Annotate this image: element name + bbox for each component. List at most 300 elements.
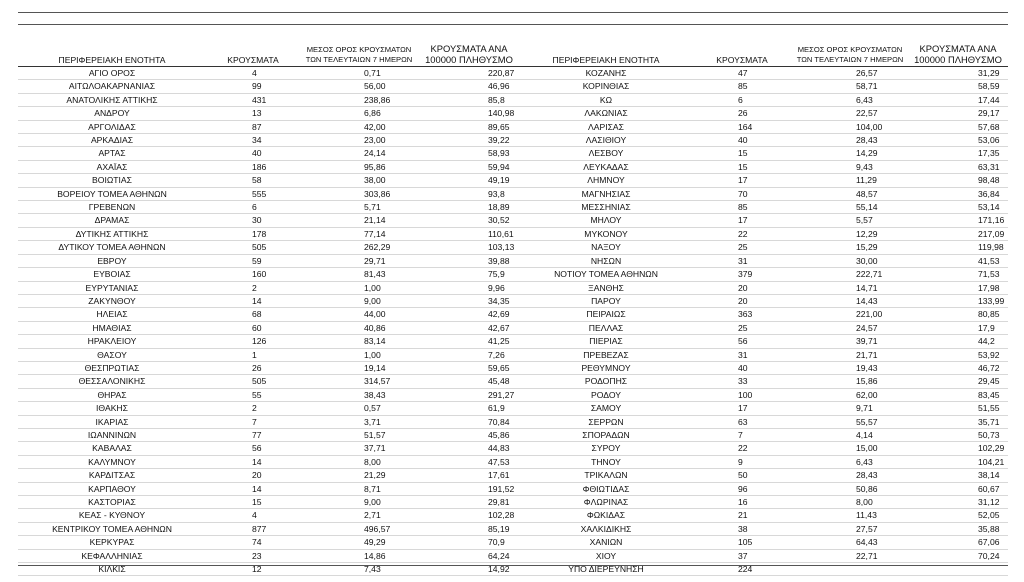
- cell-region-left: ΙΩΑΝΝΙΝΩΝ: [18, 428, 206, 441]
- table-row: [18, 335, 1008, 348]
- cell-per100k-right: 60,67: [908, 482, 1008, 495]
- cell-avg7-left: 83,14: [300, 335, 418, 348]
- cell-region-left: ΚΑΛΥΜΝΟΥ: [18, 455, 206, 468]
- cell-region-right: ΛΗΜΝΟΥ: [520, 174, 692, 187]
- cell-cases-right: 17: [692, 402, 792, 415]
- top-rule-second: [18, 24, 1008, 25]
- table-row: [18, 482, 1008, 495]
- cell-region-left: ΗΛΕΙΑΣ: [18, 308, 206, 321]
- cell-per100k-right: 17,9: [908, 321, 1008, 334]
- cell-cases-left: 7: [206, 415, 300, 428]
- cell-avg7-left: 314,57: [300, 375, 418, 388]
- cell-per100k-right: 50,73: [908, 428, 1008, 441]
- cell-region-left: ΘΗΡΑΣ: [18, 388, 206, 401]
- header-cases-right: ΚΡΟΥΣΜΑΤΑ: [692, 44, 792, 67]
- header-avg7-left: ΜΕΣΟΣ ΟΡΟΣ ΚΡΟΥΣΜΑΤΩΝ ΤΩΝ ΤΕΛΕΥΤΑΙΩΝ 7 ΗΜΕΡΩΝ: [300, 44, 418, 67]
- cell-cases-right: 31: [692, 254, 792, 267]
- cell-region-right: ΚΟΡΙΝΘΙΑΣ: [520, 80, 692, 93]
- cell-cases-right: 26: [692, 107, 792, 120]
- cell-avg7-left: 37,71: [300, 442, 418, 455]
- cell-per100k-right: 17,35: [908, 147, 1008, 160]
- cell-cases-right: 9: [692, 455, 792, 468]
- table-row: [18, 522, 1008, 535]
- cell-per100k-right: 104,21: [908, 455, 1008, 468]
- header-region-left: ΠΕΡΙΦΕΡΕΙΑΚΗ ΕΝΟΤΗΤΑ: [18, 44, 206, 67]
- cell-region-right: ΜΗΛΟΥ: [520, 214, 692, 227]
- cell-avg7-left: 95,86: [300, 160, 418, 173]
- cell-region-right: ΠΕΛΛΑΣ: [520, 321, 692, 334]
- cell-per100k-right: 53,92: [908, 348, 1008, 361]
- cell-avg7-right: 21,71: [792, 348, 908, 361]
- cell-region-right: ΝΟΤΙΟΥ ΤΟΜΕΑ ΑΘΗΝΩΝ: [520, 268, 692, 281]
- cell-avg7-left: 24,14: [300, 147, 418, 160]
- cell-cases-left: 55: [206, 388, 300, 401]
- cell-avg7-right: 12,29: [792, 227, 908, 240]
- table-row: [18, 455, 1008, 468]
- cell-avg7-left: 1,00: [300, 281, 418, 294]
- cell-cases-left: 13: [206, 107, 300, 120]
- cell-per100k-right: 46,72: [908, 361, 1008, 374]
- cell-avg7-right: 9,71: [792, 402, 908, 415]
- cell-per100k-left: 7,26: [418, 348, 520, 361]
- cell-avg7-right: 15,86: [792, 375, 908, 388]
- cell-per100k-left: 41,25: [418, 335, 520, 348]
- cell-region-left: ΔΥΤΙΚΟΥ ΤΟΜΕΑ ΑΘΗΝΩΝ: [18, 241, 206, 254]
- cell-per100k-right: 70,24: [908, 549, 1008, 562]
- cell-region-right: ΣΥΡΟΥ: [520, 442, 692, 455]
- cell-avg7-left: 49,29: [300, 536, 418, 549]
- cell-avg7-left: 8,71: [300, 482, 418, 495]
- cell-per100k-right: 63,31: [908, 160, 1008, 173]
- cell-region-right: ΝΑΞΟΥ: [520, 241, 692, 254]
- cell-avg7-right: 58,71: [792, 80, 908, 93]
- cell-region-left: ΕΒΡΟΥ: [18, 254, 206, 267]
- cell-cases-right: 56: [692, 335, 792, 348]
- cell-per100k-right: 71,53: [908, 268, 1008, 281]
- cell-region-left: ΚΙΛΚΙΣ: [18, 563, 206, 576]
- cell-per100k-left: 47,53: [418, 455, 520, 468]
- cell-cases-left: 68: [206, 308, 300, 321]
- table-row: [18, 509, 1008, 522]
- cell-region-left: ΔΡΑΜΑΣ: [18, 214, 206, 227]
- cell-avg7-right: 48,57: [792, 187, 908, 200]
- cell-cases-left: 23: [206, 549, 300, 562]
- cell-cases-left: 431: [206, 93, 300, 106]
- cell-per100k-left: 9,96: [418, 281, 520, 294]
- cell-cases-left: 58: [206, 174, 300, 187]
- cell-per100k-left: 14,92: [418, 563, 520, 576]
- cell-avg7-right: 22,71: [792, 549, 908, 562]
- header-region-right: ΠΕΡΙΦΕΡΕΙΑΚΗ ΕΝΟΤΗΤΑ: [520, 44, 692, 67]
- cell-avg7-left: 44,00: [300, 308, 418, 321]
- cell-per100k-right: 80,85: [908, 308, 1008, 321]
- cell-cases-right: 7: [692, 428, 792, 441]
- cell-per100k-right: 35,71: [908, 415, 1008, 428]
- cell-cases-left: 15: [206, 496, 300, 509]
- cell-region-right: ΤΗΝΟΥ: [520, 455, 692, 468]
- cell-avg7-right: 15,00: [792, 442, 908, 455]
- cell-cases-left: 87: [206, 120, 300, 133]
- cell-avg7-left: 6,86: [300, 107, 418, 120]
- cell-region-right: ΜΥΚΟΝΟΥ: [520, 227, 692, 240]
- table-row: [18, 147, 1008, 160]
- cell-per100k-left: 93,8: [418, 187, 520, 200]
- cell-avg7-right: 55,14: [792, 201, 908, 214]
- cell-avg7-right: 62,00: [792, 388, 908, 401]
- cell-per100k-left: 45,86: [418, 428, 520, 441]
- cell-cases-right: 105: [692, 536, 792, 549]
- cell-avg7-right: 14,71: [792, 281, 908, 294]
- cell-region-left: ΓΡΕΒΕΝΩΝ: [18, 201, 206, 214]
- cell-avg7-right: 4,14: [792, 428, 908, 441]
- cell-cases-left: 555: [206, 187, 300, 200]
- cell-region-left: ΒΟΙΩΤΙΑΣ: [18, 174, 206, 187]
- cell-avg7-left: 8,00: [300, 455, 418, 468]
- cell-per100k-right: 36,84: [908, 187, 1008, 200]
- cell-avg7-left: 56,00: [300, 80, 418, 93]
- cell-cases-right: 22: [692, 227, 792, 240]
- table-row: [18, 281, 1008, 294]
- cell-region-left: ΚΑΣΤΟΡΙΑΣ: [18, 496, 206, 509]
- cell-cases-left: 4: [206, 67, 300, 80]
- cell-region-left: ΑΙΤΩΛΟΑΚΑΡΝΑΝΙΑΣ: [18, 80, 206, 93]
- cell-region-right: ΠΙΕΡΙΑΣ: [520, 335, 692, 348]
- cell-avg7-left: 1,00: [300, 348, 418, 361]
- cell-avg7-right: 5,57: [792, 214, 908, 227]
- cell-avg7-left: 7,43: [300, 563, 418, 576]
- cell-avg7-left: 81,43: [300, 268, 418, 281]
- cell-region-left: ΕΥΡΥΤΑΝΙΑΣ: [18, 281, 206, 294]
- cell-per100k-left: 191,52: [418, 482, 520, 495]
- cell-per100k-right: 29,45: [908, 375, 1008, 388]
- cell-avg7-left: 14,86: [300, 549, 418, 562]
- cell-per100k-left: 18,89: [418, 201, 520, 214]
- cell-cases-left: 56: [206, 442, 300, 455]
- cell-cases-right: 15: [692, 147, 792, 160]
- cell-cases-left: 20: [206, 469, 300, 482]
- cell-cases-left: 2: [206, 402, 300, 415]
- cell-per100k-left: 49,19: [418, 174, 520, 187]
- cell-cases-right: 16: [692, 496, 792, 509]
- table-row: [18, 201, 1008, 214]
- cell-avg7-left: 5,71: [300, 201, 418, 214]
- cell-per100k-right: 44,2: [908, 335, 1008, 348]
- cell-per100k-left: 46,96: [418, 80, 520, 93]
- table-row: [18, 80, 1008, 93]
- table-row: [18, 174, 1008, 187]
- table-row: [18, 415, 1008, 428]
- table-row: [18, 160, 1008, 173]
- cell-avg7-right: 22,57: [792, 107, 908, 120]
- cell-avg7-right: 28,43: [792, 134, 908, 147]
- cell-region-right: ΜΕΣΣΗΝΙΑΣ: [520, 201, 692, 214]
- cell-avg7-left: 21,14: [300, 214, 418, 227]
- cell-region-left: ΘΕΣΠΡΩΤΙΑΣ: [18, 361, 206, 374]
- cell-avg7-left: 2,71: [300, 509, 418, 522]
- cell-per100k-right: 41,53: [908, 254, 1008, 267]
- cell-cases-left: 34: [206, 134, 300, 147]
- cell-avg7-left: 29,71: [300, 254, 418, 267]
- cell-cases-right: 363: [692, 308, 792, 321]
- cell-cases-left: 12: [206, 563, 300, 576]
- table-row: [18, 214, 1008, 227]
- bottom-rule: [18, 565, 1008, 566]
- table-row: [18, 549, 1008, 562]
- cell-cases-right: 17: [692, 174, 792, 187]
- table-row: [18, 388, 1008, 401]
- cell-cases-left: 2: [206, 281, 300, 294]
- table-row: [18, 428, 1008, 441]
- cell-avg7-right: 14,29: [792, 147, 908, 160]
- cell-region-right: ΛΑΚΩΝΙΑΣ: [520, 107, 692, 120]
- cell-region-left: ΚΑΒΑΛΑΣ: [18, 442, 206, 455]
- cell-avg7-left: 21,29: [300, 469, 418, 482]
- cell-per100k-right: 31,29: [908, 67, 1008, 80]
- cell-cases-left: 14: [206, 482, 300, 495]
- cell-cases-left: 26: [206, 361, 300, 374]
- cell-region-left: ΙΘΑΚΗΣ: [18, 402, 206, 415]
- cell-cases-left: 99: [206, 80, 300, 93]
- table-row: [18, 134, 1008, 147]
- cell-per100k-left: 59,65: [418, 361, 520, 374]
- cell-avg7-left: 238,86: [300, 93, 418, 106]
- cell-region-right: ΛΑΣΙΘΙΟΥ: [520, 134, 692, 147]
- cell-region-right: ΡΕΘΥΜΝΟΥ: [520, 361, 692, 374]
- cell-region-right: ΠΕΙΡΑΙΩΣ: [520, 308, 692, 321]
- table-row: [18, 120, 1008, 133]
- header-cases-left: ΚΡΟΥΣΜΑΤΑ: [206, 44, 300, 67]
- cell-avg7-right: 50,86: [792, 482, 908, 495]
- cell-region-right: ΥΠΟ ΔΙΕΡΕΥΝΗΣΗ: [520, 563, 692, 576]
- table-row: [18, 442, 1008, 455]
- cell-cases-right: 40: [692, 134, 792, 147]
- cell-avg7-left: 38,43: [300, 388, 418, 401]
- cell-per100k-right: 102,29: [908, 442, 1008, 455]
- cell-per100k-right: 119,98: [908, 241, 1008, 254]
- cell-region-right: ΛΕΥΚΑΔΑΣ: [520, 160, 692, 173]
- cell-region-left: ΑΧΑΪΑΣ: [18, 160, 206, 173]
- cell-region-left: ΑΡΚΑΔΙΑΣ: [18, 134, 206, 147]
- cell-avg7-left: 19,14: [300, 361, 418, 374]
- cell-cases-right: 40: [692, 361, 792, 374]
- cell-cases-left: 14: [206, 455, 300, 468]
- cell-avg7-left: 38,00: [300, 174, 418, 187]
- table-row: [18, 361, 1008, 374]
- cell-cases-left: 186: [206, 160, 300, 173]
- cell-per100k-left: 61,9: [418, 402, 520, 415]
- cell-region-left: ΚΕΝΤΡΙΚΟΥ ΤΟΜΕΑ ΑΘΗΝΩΝ: [18, 522, 206, 535]
- table-body: [18, 67, 1008, 576]
- cell-per100k-right: 53,06: [908, 134, 1008, 147]
- cell-avg7-right: 6,43: [792, 455, 908, 468]
- cell-per100k-left: 70,84: [418, 415, 520, 428]
- cell-avg7-left: 0,71: [300, 67, 418, 80]
- cell-region-left: ΑΝΔΡΟΥ: [18, 107, 206, 120]
- top-rule: [18, 12, 1008, 13]
- cell-cases-right: 85: [692, 80, 792, 93]
- cell-region-left: ΖΑΚΥΝΘΟΥ: [18, 294, 206, 307]
- cell-region-left: ΚΕΑΣ - ΚΥΘΝΟΥ: [18, 509, 206, 522]
- cell-cases-right: 33: [692, 375, 792, 388]
- table-row: [18, 402, 1008, 415]
- cell-avg7-right: 11,29: [792, 174, 908, 187]
- cell-region-right: ΤΡΙΚΑΛΩΝ: [520, 469, 692, 482]
- cell-per100k-left: 140,98: [418, 107, 520, 120]
- table-row: [18, 93, 1008, 106]
- cell-per100k-left: 42,69: [418, 308, 520, 321]
- cell-region-left: ΚΕΦΑΛΛΗΝΙΑΣ: [18, 549, 206, 562]
- cell-region-right: ΛΕΣΒΟΥ: [520, 147, 692, 160]
- cell-cases-left: 178: [206, 227, 300, 240]
- header-per100k-right: ΚΡΟΥΣΜΑΤΑ ΑΝΑ 100000 ΠΛΗΘΥΣΜΟ: [908, 44, 1008, 67]
- cell-cases-left: 1: [206, 348, 300, 361]
- cell-avg7-right: 26,57: [792, 67, 908, 80]
- cell-cases-right: 85: [692, 201, 792, 214]
- cell-cases-right: 22: [692, 442, 792, 455]
- cell-per100k-right: 67,06: [908, 536, 1008, 549]
- table-row: [18, 67, 1008, 80]
- cell-avg7-left: 303,86: [300, 187, 418, 200]
- cell-per100k-left: 64,24: [418, 549, 520, 562]
- cell-cases-right: 100: [692, 388, 792, 401]
- cell-per100k-left: 45,48: [418, 375, 520, 388]
- cell-cases-right: 21: [692, 509, 792, 522]
- cell-cases-left: 59: [206, 254, 300, 267]
- cell-avg7-left: 77,14: [300, 227, 418, 240]
- cell-per100k-right: 17,98: [908, 281, 1008, 294]
- cell-per100k-right: 171,16: [908, 214, 1008, 227]
- cell-per100k-right: 29,17: [908, 107, 1008, 120]
- cell-avg7-right: 11,43: [792, 509, 908, 522]
- cell-avg7-right: 39,71: [792, 335, 908, 348]
- cell-per100k-left: 220,87: [418, 67, 520, 80]
- cell-avg7-right: 9,43: [792, 160, 908, 173]
- cell-cases-right: 20: [692, 294, 792, 307]
- cell-region-right: ΦΘΙΩΤΙΔΑΣ: [520, 482, 692, 495]
- cell-per100k-right: 31,12: [908, 496, 1008, 509]
- cell-per100k-left: 110,61: [418, 227, 520, 240]
- cell-cases-right: 50: [692, 469, 792, 482]
- cell-avg7-left: 262,29: [300, 241, 418, 254]
- cell-per100k-right: 58,59: [908, 80, 1008, 93]
- cell-per100k-left: 34,35: [418, 294, 520, 307]
- cell-cases-right: 31: [692, 348, 792, 361]
- cell-avg7-right: 221,00: [792, 308, 908, 321]
- cell-avg7-right: 19,43: [792, 361, 908, 374]
- cell-region-right: ΛΑΡΙΣΑΣ: [520, 120, 692, 133]
- cell-per100k-left: 39,22: [418, 134, 520, 147]
- cell-avg7-right: 222,71: [792, 268, 908, 281]
- cell-cases-left: 4: [206, 509, 300, 522]
- cell-cases-left: 77: [206, 428, 300, 441]
- cell-avg7-left: 51,57: [300, 428, 418, 441]
- cell-cases-left: 505: [206, 375, 300, 388]
- cell-region-left: ΑΓΙΟ ΟΡΟΣ: [18, 67, 206, 80]
- cell-cases-left: 6: [206, 201, 300, 214]
- table-row: [18, 308, 1008, 321]
- table-row: [18, 241, 1008, 254]
- cell-per100k-right: 57,68: [908, 120, 1008, 133]
- cell-region-left: ΔΥΤΙΚΗΣ ΑΤΤΙΚΗΣ: [18, 227, 206, 240]
- cell-per100k-right: 35,88: [908, 522, 1008, 535]
- cell-per100k-left: 70,9: [418, 536, 520, 549]
- cell-region-right: ΜΑΓΝΗΣΙΑΣ: [520, 187, 692, 200]
- cell-cases-left: 60: [206, 321, 300, 334]
- cell-region-right: ΠΑΡΟΥ: [520, 294, 692, 307]
- cell-cases-right: 47: [692, 67, 792, 80]
- cell-per100k-right: 17,44: [908, 93, 1008, 106]
- cell-cases-right: 379: [692, 268, 792, 281]
- cell-region-left: ΕΥΒΟΙΑΣ: [18, 268, 206, 281]
- cell-per100k-left: 75,9: [418, 268, 520, 281]
- cell-per100k-left: 39,88: [418, 254, 520, 267]
- cell-per100k-left: 103,13: [418, 241, 520, 254]
- cell-region-right: ΡΟΔΟΠΗΣ: [520, 375, 692, 388]
- cell-avg7-left: 23,00: [300, 134, 418, 147]
- table-row: [18, 107, 1008, 120]
- cell-region-left: ΗΡΑΚΛΕΙΟΥ: [18, 335, 206, 348]
- cell-avg7-right: 28,43: [792, 469, 908, 482]
- cell-avg7-left: 3,71: [300, 415, 418, 428]
- cell-cases-right: 164: [692, 120, 792, 133]
- cell-avg7-left: 0,57: [300, 402, 418, 415]
- table-row: [18, 187, 1008, 200]
- table-row: [18, 469, 1008, 482]
- cell-per100k-right: 38,14: [908, 469, 1008, 482]
- cell-cases-left: 30: [206, 214, 300, 227]
- cell-per100k-left: 17,61: [418, 469, 520, 482]
- cell-cases-right: 6: [692, 93, 792, 106]
- cell-region-right: ΠΡΕΒΕΖΑΣ: [520, 348, 692, 361]
- cell-cases-right: 70: [692, 187, 792, 200]
- cell-cases-right: 20: [692, 281, 792, 294]
- table-row: [18, 496, 1008, 509]
- cell-avg7-right: 15,29: [792, 241, 908, 254]
- cell-region-right: ΚΩ: [520, 93, 692, 106]
- cell-region-left: ΚΑΡΔΙΤΣΑΣ: [18, 469, 206, 482]
- table-row: [18, 227, 1008, 240]
- cell-region-left: ΘΕΣΣΑΛΟΝΙΚΗΣ: [18, 375, 206, 388]
- cell-region-right: ΞΑΝΘΗΣ: [520, 281, 692, 294]
- cell-region-right: ΡΟΔΟΥ: [520, 388, 692, 401]
- table-row: [18, 268, 1008, 281]
- header-avg7-right: ΜΕΣΟΣ ΟΡΟΣ ΚΡΟΥΣΜΑΤΩΝ ΤΩΝ ΤΕΛΕΥΤΑΙΩΝ 7 ΗΜΕΡΩΝ: [792, 44, 908, 67]
- cell-cases-right: 25: [692, 321, 792, 334]
- cell-cases-left: 160: [206, 268, 300, 281]
- cell-region-left: ΑΡΓΟΛΙΔΑΣ: [18, 120, 206, 133]
- cell-per100k-left: 89,65: [418, 120, 520, 133]
- cell-region-left: ΚΕΡΚΥΡΑΣ: [18, 536, 206, 549]
- cell-per100k-right: 98,48: [908, 174, 1008, 187]
- cell-region-left: ΚΑΡΠΑΘΟΥ: [18, 482, 206, 495]
- cell-cases-left: 877: [206, 522, 300, 535]
- cell-per100k-left: 85,19: [418, 522, 520, 535]
- table-row: [18, 294, 1008, 307]
- cell-per100k-left: 102,28: [418, 509, 520, 522]
- cell-cases-left: 14: [206, 294, 300, 307]
- cell-region-left: ΙΚΑΡΙΑΣ: [18, 415, 206, 428]
- cell-cases-left: 40: [206, 147, 300, 160]
- cell-cases-right: 38: [692, 522, 792, 535]
- cell-avg7-right: 30,00: [792, 254, 908, 267]
- cell-avg7-left: 496,57: [300, 522, 418, 535]
- cell-cases-left: 74: [206, 536, 300, 549]
- table-row: [18, 375, 1008, 388]
- cell-region-right: ΣΕΡΡΩΝ: [520, 415, 692, 428]
- cell-cases-left: 126: [206, 335, 300, 348]
- cell-per100k-right: 217,09: [908, 227, 1008, 240]
- table-row: [18, 536, 1008, 549]
